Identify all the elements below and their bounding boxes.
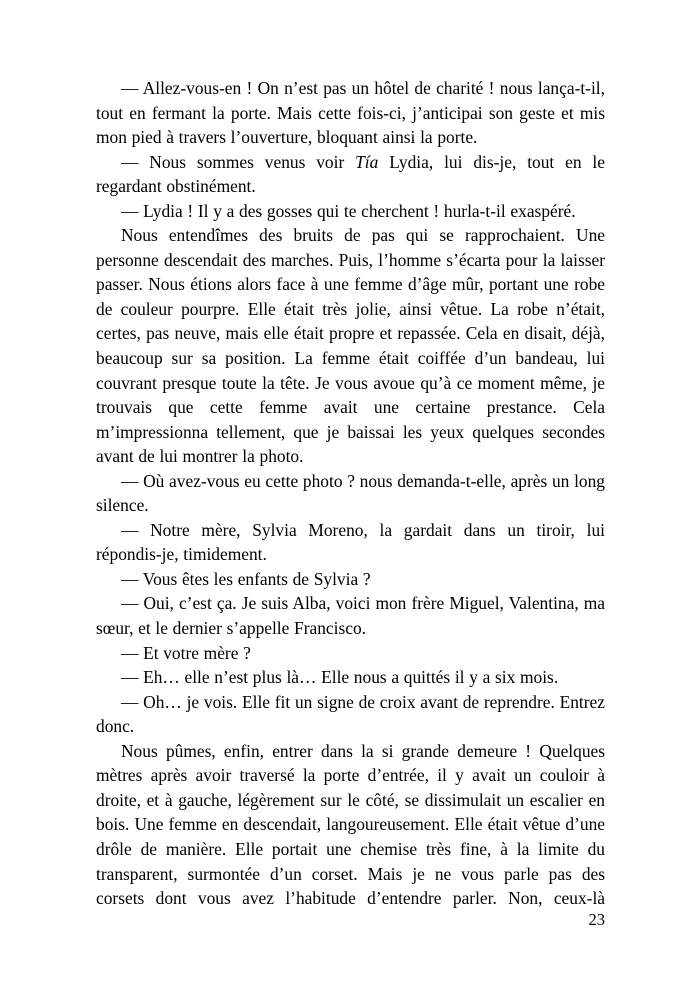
page-text-block <box>96 76 605 935</box>
paragraph-dialogue-4: — Où avez-vous eu cette photo ? nous demanda-t-elle, après un long silence. <box>96 470 605 516</box>
paragraph-dialogue-3: — Lydia ! Il y a des gosses qui te cherchent ! hurla-t-il exaspéré. <box>121 200 576 221</box>
paragraph-dialogue-6: — Vous êtes les enfants de Sylvia ? <box>121 568 371 589</box>
paragraph-dialogue-1: — Allez-vous-en ! On n’est pas un hôtel de charité ! nous lança-t-il, tout en fermant la porte. Mais cette fois-ci, j’anticipai son geste et mis mon pied à travers l’ouverture, bloquant ainsi la porte. <box>96 78 605 148</box>
italic-foreign-word: Tía <box>355 151 379 172</box>
paragraph-dialogue-2 <box>96 150 605 199</box>
paragraph-text-before-italic: — Nous sommes venus voir <box>121 151 356 172</box>
paragraph-narrative-2: Nous pûmes, enfin, entrer dans la si grande demeure ! Quelques mètres après avoir traversé la porte d’entrée, il y avait un couloir à droite, et à gauche, légèrement sur le côté, se dissimulait un escalier en bois. Une femme en descendait, langoureusement. Elle était vêtue d’une drôle de manière. Elle portait une chemise très fine, à la limite du transparent, surmontée d’un corset. Mais je ne vous parle pas des corsets dont vous avez l’habitude d’entendre parler. Non, ceux-là <box>96 740 605 909</box>
paragraph-narrative-1: Nous entendîmes des bruits de pas qui se rapprochaient. Une personne descendait des marches. Puis, l’homme s’écarta pour la laisser passer. Nous étions alors face à une femme d’âge mûr, portant une robe de couleur pourpre. Elle était très jolie, ainsi vêtue. La robe n’était, certes, pas neuve, mais elle était propre et repassée. Cela en disait, déjà, beaucoup sur sa position. La femme était coiffée d’un bandeau, lui couvrant presque toute la tête. Je vous avoue qu’à ce moment même, je trouvais que cette femme avait une certaine prestance. Cela m’impressionna tellement, que je baissai les yeux quelques secondes avant de lui montrer la photo. <box>96 225 605 467</box>
page-number: 23 <box>588 910 605 929</box>
paragraph-dialogue-8: — Et votre mère ? <box>121 642 251 663</box>
paragraph-dialogue-7: — Oui, c’est ça. Je suis Alba, voici mon frère Miguel, Valentina, ma sœur, et le dernier s’appelle Francisco. <box>96 593 605 639</box>
paragraph-dialogue-5: — Notre mère, Sylvia Moreno, la gardait dans un tiroir, lui répondis-je, timidement. <box>96 519 605 565</box>
paragraph-dialogue-10: — Oh… je vois. Elle fit un signe de croix avant de reprendre. Entrez donc. <box>96 691 605 737</box>
paragraph-dialogue-9: — Eh… elle n’est plus là… Elle nous a quittés il y a six mois. <box>121 667 559 688</box>
paragraph-text-after-italic: Lydia, lui dis-je, tout en le regardant obstinément. <box>96 151 605 197</box>
